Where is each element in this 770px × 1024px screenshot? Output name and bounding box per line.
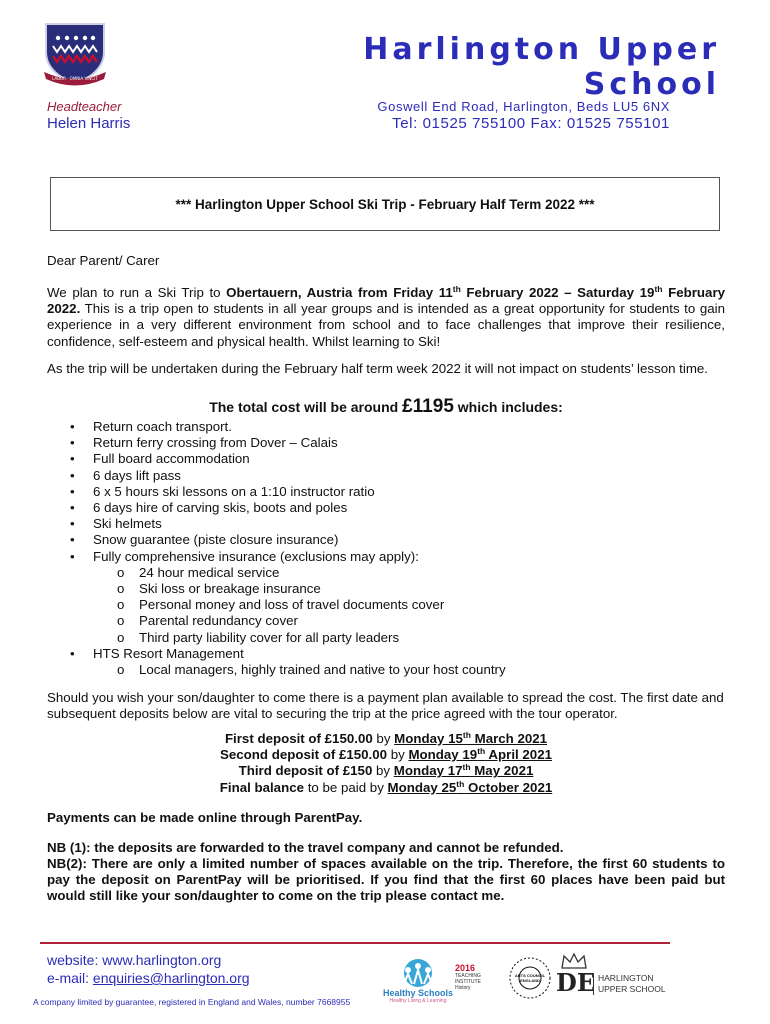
deposit-line: Second deposit of £150.00 by Monday 19th April 2021 xyxy=(220,746,552,763)
list-item: • 6 x 5 hours ski lessons on a 1:10 instructor ratio xyxy=(70,483,375,499)
list-item: • 6 days hire of carving skis, boots and poles xyxy=(70,500,348,516)
email-link[interactable]: enquiries@harlington.org xyxy=(92,970,250,986)
nb2-note: NB(2): There are only a limited number of spaces available on the trip. Therefore, the first 60 students to pay the deposit on ParentPay will be prioritised. If you find that the first 60 places have been paid but would still like your son/daughter to come on the trip please contact me. xyxy=(47,856,725,904)
half-term-paragraph: As the trip will be undertaken during the February half term week 2022 it will not impact on students’ lesson time. xyxy=(47,361,708,376)
total-cost-line: The total cost will be around £1195 which includes: xyxy=(209,396,563,417)
salutation: Dear Parent/ Carer xyxy=(47,253,160,268)
harlington-footer-logo: HARLINGTON UPPER SCHOOL xyxy=(593,973,678,995)
letter-title-box xyxy=(50,177,720,231)
list-item: • 6 days lift pass xyxy=(70,467,181,483)
list-item: • Return coach transport. xyxy=(70,419,232,434)
school-crest-logo xyxy=(40,22,110,88)
deposit-line: First deposit of £150.00 by Monday 15th March 2021 xyxy=(224,730,548,746)
dofe-award-logo: DE xyxy=(556,952,592,1002)
arts-council-logo: ARTS COUNCIL ENGLAND xyxy=(508,954,552,1002)
parentpay-note: Payments can be made online through ParentPay. xyxy=(47,810,363,825)
list-item: • HTS Resort Management o Local managers, highly trained and native to your host country xyxy=(70,645,506,678)
list-item: • Full board accommodation xyxy=(70,451,250,467)
sub-list-item: o Ski loss or breakage insurance xyxy=(117,581,321,597)
sub-list-item: o Local managers, highly trained and native to your host country xyxy=(117,662,506,678)
footer-contact: website: www.harlington.org e-mail: enquiries@harlington.org xyxy=(47,952,250,986)
total-cost-amount: £1195 xyxy=(402,396,454,417)
insurance-sublist xyxy=(93,565,506,646)
deposit-schedule xyxy=(47,731,725,796)
sub-list-item: o Parental redundancy cover xyxy=(117,613,298,629)
list-item: • Return ferry crossing from Dover – Calais xyxy=(70,435,338,451)
school-address: Goswell End Road, Harlington, Beds LU5 6NX xyxy=(377,99,670,114)
sub-list-item: o Third party liability cover for all party leaders xyxy=(117,629,400,645)
hts-sublist xyxy=(93,662,506,678)
crest-motto: LABOR · OMNIA VINCIT xyxy=(52,76,98,81)
school-name: Harlington Upper School xyxy=(363,32,720,102)
headteacher-name: Helen Harris xyxy=(47,115,131,132)
footer-divider xyxy=(40,942,670,944)
headteacher-label: Headteacher xyxy=(47,99,122,114)
deposit-line: Final balance to be paid by Monday 25th October 2021 xyxy=(219,778,553,795)
payment-plan-paragraph: Should you wish your son/daughter to come there is a payment plan available to spread the cost. The first date and subsequent deposits below are vital to securing the trip at the price agreed with the tour operator. xyxy=(47,690,724,722)
letter-title: *** Harlington Upper School Ski Trip - February Half Term 2022 *** xyxy=(175,196,595,212)
list-item: • Fully comprehensive insurance (exclusions may apply): o 24 hour medical service o Ski loss or breakage insurance o Personal money and loss of travel documents cover o Parental redundancy cover o Third party liability cover for all party leaders xyxy=(47,549,506,646)
company-registration: A company limited by guarantee, registered in England and Wales, number 7668955 xyxy=(33,997,351,1007)
nb1-note: NB (1): the deposits are forwarded to the travel company and cannot be refunded. xyxy=(47,840,564,855)
sub-list-item: o 24 hour medical service xyxy=(117,564,280,580)
healthy-schools-logo: Healthy Schools Healthy Living & Learning xyxy=(380,958,456,1008)
website-link[interactable]: www.harlington.org xyxy=(102,952,222,968)
list-item: • Ski helmets xyxy=(70,516,162,532)
school-tel-fax: Tel: 01525 755100 Fax: 01525 755101 xyxy=(392,115,670,132)
includes-list xyxy=(47,419,506,678)
intro-paragraph: We plan to run a Ski Trip to Obertauern, Austria from Friday 11th February 2022 – Saturday 19th February 2022. This is a trip open to students in all year groups and is intended as a great opportunity for students to gain experience in a very different environment from school and to face challenges that improve their resilience, confidence, self-esteem and physical health. Whilst learning to Ski! xyxy=(47,284,726,349)
teaching-institute-logo: 2016 TEACHING INSTITUTE History xyxy=(455,963,481,991)
deposit-line: Third deposit of £150 by Monday 17th May 2021 xyxy=(238,762,534,779)
list-item: • Snow guarantee (piste closure insurance) xyxy=(70,532,339,548)
sub-list-item: o Personal money and loss of travel documents cover xyxy=(117,597,445,613)
